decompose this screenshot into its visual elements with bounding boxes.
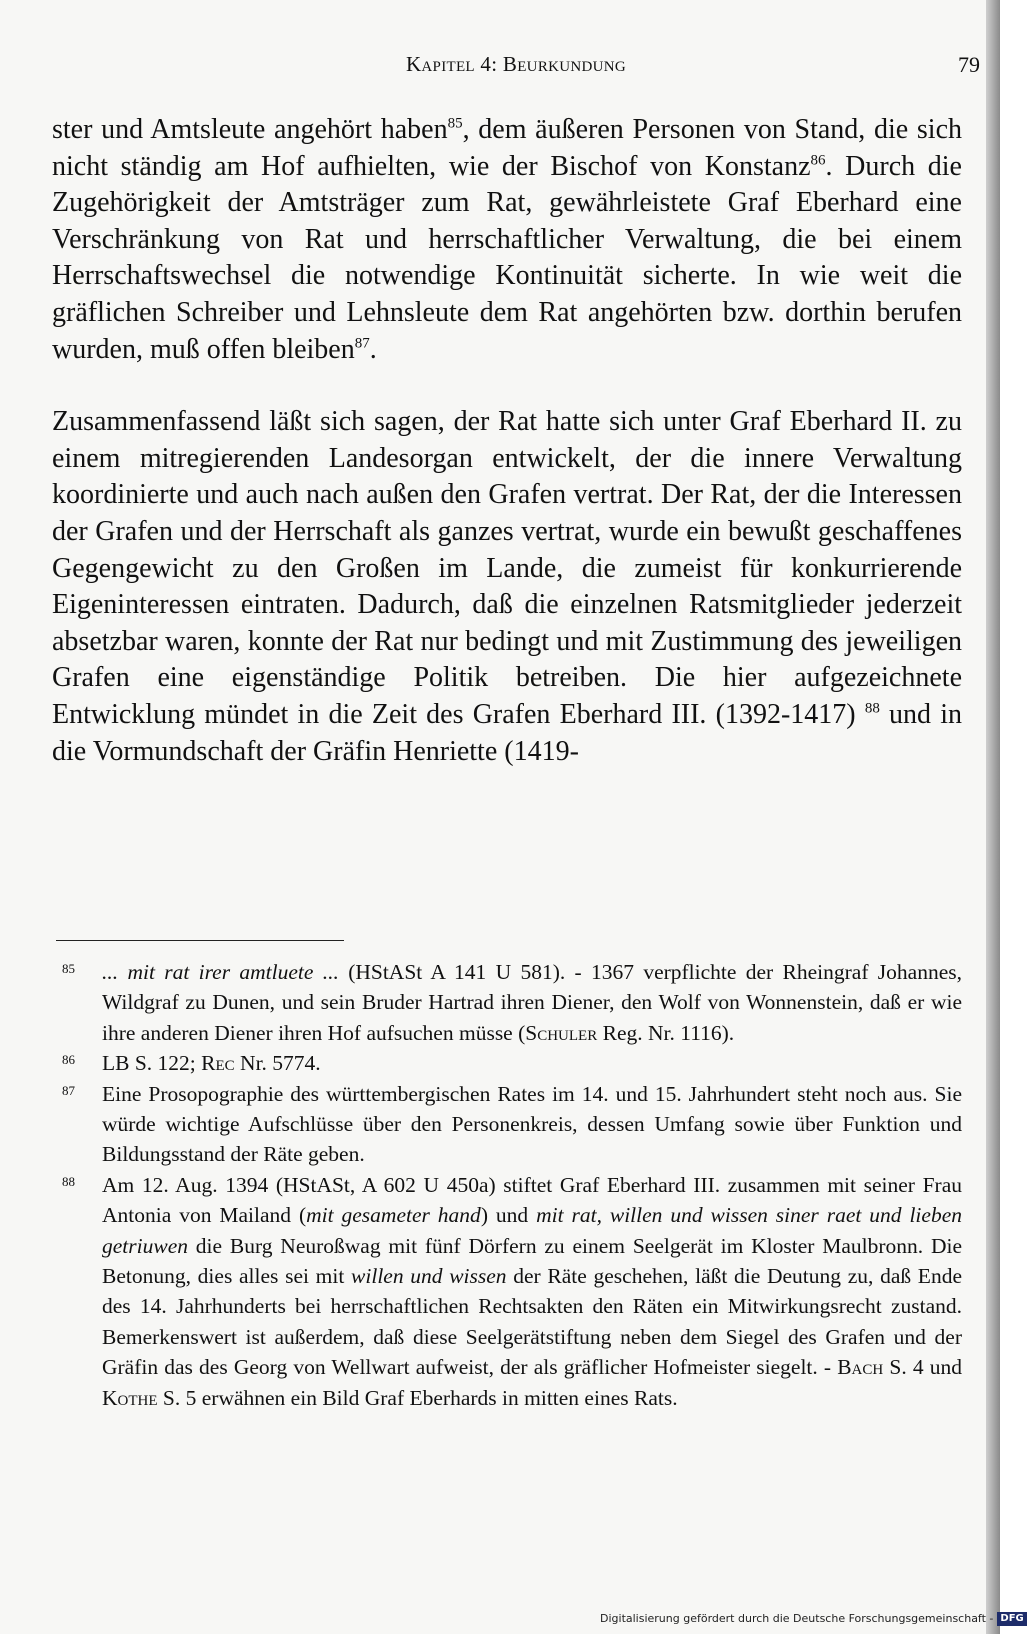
paragraph-2	[52, 404, 962, 770]
author-smallcaps: Kothe	[102, 1385, 158, 1410]
footnote-85	[62, 957, 962, 1048]
text-run: , dem äußeren Personen von Stand, die sich nicht ständig am Hof aufhielten, wie der Bischof von Konstanz	[52, 114, 962, 182]
credit-text: Digitalisierung gefördert durch die Deutsche Forschungsgemeinschaft -	[600, 1612, 994, 1625]
text-run: und in die Vormundschaft der Gräfin Henriette (1419-	[52, 698, 963, 767]
text-run: ) und	[480, 1203, 537, 1228]
footnote-number: 85	[62, 961, 75, 976]
text-run: (HStASt A 141 U 581). - 1367 verpflichte der Rheingraf Johannes, Wildgraf zu Dunen, und sein Bruder Hartrad ihren Diener, den Wolf von Wonnenstein, daß er wie ihre anderen Diener ihren Hof aufsuchen müsse (	[102, 960, 962, 1045]
page-number: 79	[958, 52, 980, 77]
text-run: die Burg Neuroßwag mit fünf Dörfern zu einem Seelgerät im Kloster Maulbronn. Die Betonung, dies alles sei mit	[102, 1233, 962, 1289]
main-text	[52, 112, 962, 770]
text-run: Eine Prosopographie des württembergischen Rates im 14. und 15. Jahrhundert steht noch aus. Sie würde wichtige Aufschlüsse über den Personenkreis, dessen Umfang sowie über Funktion und Bildungsstand der Räte geben.	[102, 1081, 962, 1167]
running-head	[52, 52, 980, 82]
author-smallcaps: Rec	[201, 1051, 235, 1076]
quote-italic: mit gesameter hand	[306, 1203, 481, 1228]
text-run: ster und Amtsleute angehört haben	[52, 114, 448, 145]
text-run: .	[369, 333, 377, 365]
footnote-87	[62, 1079, 962, 1170]
footnotes	[62, 957, 962, 1413]
quote-italic: willen und wissen	[351, 1264, 507, 1289]
footnote-number: 88	[62, 1173, 75, 1189]
author-smallcaps: Bach	[837, 1355, 884, 1380]
text-run: LB S. 122;	[102, 1051, 202, 1076]
dfg-logo: DFG	[997, 1612, 1026, 1626]
text-run: Zusammenfassend läßt sich sagen, der Rat hatte sich unter Graf Eberhard II. zu einem mitregierenden Landesorgan entwickelt, der die innere Verwaltung koordinierte und auch nach außen den Grafen vertrat. Der Rat, der die Interessen der Grafen und der Herrschaft als ganzes vertrat, wurde ein bewußt geschaffenes Gegengewicht zu den Großen im Lande, die zumeist für konkurrierende Eigeninteressen eintraten. Dadurch, daß die einzelnen Ratsmitglieder jederzeit absetzbar waren, konnte der Rat nur bedingt und mit Zustimmung des jeweiligen Grafen eine eigenständige Politik betreiben. Die hier aufgezeichnete Entwicklung mündet in die Zeit des Grafen Eberhard III. (1392-1417)	[52, 406, 962, 730]
footnote-ref-85[interactable]: 85	[447, 115, 463, 132]
text-run: Reg. Nr. 1116).	[597, 1020, 735, 1045]
text-run: S. 5 erwähnen ein Bild Graf Eberhards in mitten eines Rats.	[157, 1385, 678, 1410]
text-run: Am 12. Aug. 1394 (HStASt, A 602 U 450a) stiftet Graf Eberhard III. zusammen mit seiner Frau Antonia von Mailand (	[102, 1172, 962, 1228]
footnote-number: 86	[62, 1052, 75, 1068]
text-run: S. 4 und	[883, 1355, 962, 1380]
footnote-divider	[56, 940, 344, 941]
page-edge-shadow	[986, 0, 1000, 1634]
footnote-number: 87	[62, 1082, 75, 1098]
text-run: der Räte geschehen, läßt die Deutung zu, daß Ende des 14. Jahrhunderts bei herrschaftlichen Rechtsakten den Räten ein Mitwirkungsrecht zustand. Bemerkenswert ist außerdem, daß diese Seelgerätstiftung neben dem Siegel des Grafen und der Gräfin das des Georg von Wellwart aufweist, der als gräflicher Hofmeister siegelt. -	[102, 1264, 962, 1380]
quote-italic: mit rat, willen und wissen siner raet und lieben getriuwen	[102, 1203, 962, 1258]
footnote-ref-86[interactable]: 86	[810, 152, 826, 169]
text-run: . Durch die Zugehörigkeit der Amtsträger zum Rat, gewährleistete Graf Eberhard eine Verschränkung von Rat und herrschaftlicher Verwaltung, die bei einem Herrschaftswechsel die notwendige Kontinuität sicherte. In wie weit die gräflichen Schreiber und Lehnsleute dem Rat angehörten bzw. dorthin berufen wurden, muß offen bleiben	[52, 150, 962, 365]
digitization-credit	[600, 1612, 1027, 1630]
footnote-ref-87[interactable]: 87	[354, 335, 370, 352]
quote-italic: ... mit rat irer amtluete ...	[102, 960, 339, 984]
footnote-88	[62, 1170, 962, 1413]
chapter-title: Kapitel 4: Beurkundung	[405, 52, 627, 76]
author-smallcaps: Schuler	[525, 1020, 598, 1045]
footnote-ref-88[interactable]: 88	[864, 700, 880, 717]
paragraph-1	[52, 112, 962, 368]
footnote-86	[62, 1048, 962, 1078]
text-run: Nr. 5774.	[234, 1051, 321, 1076]
